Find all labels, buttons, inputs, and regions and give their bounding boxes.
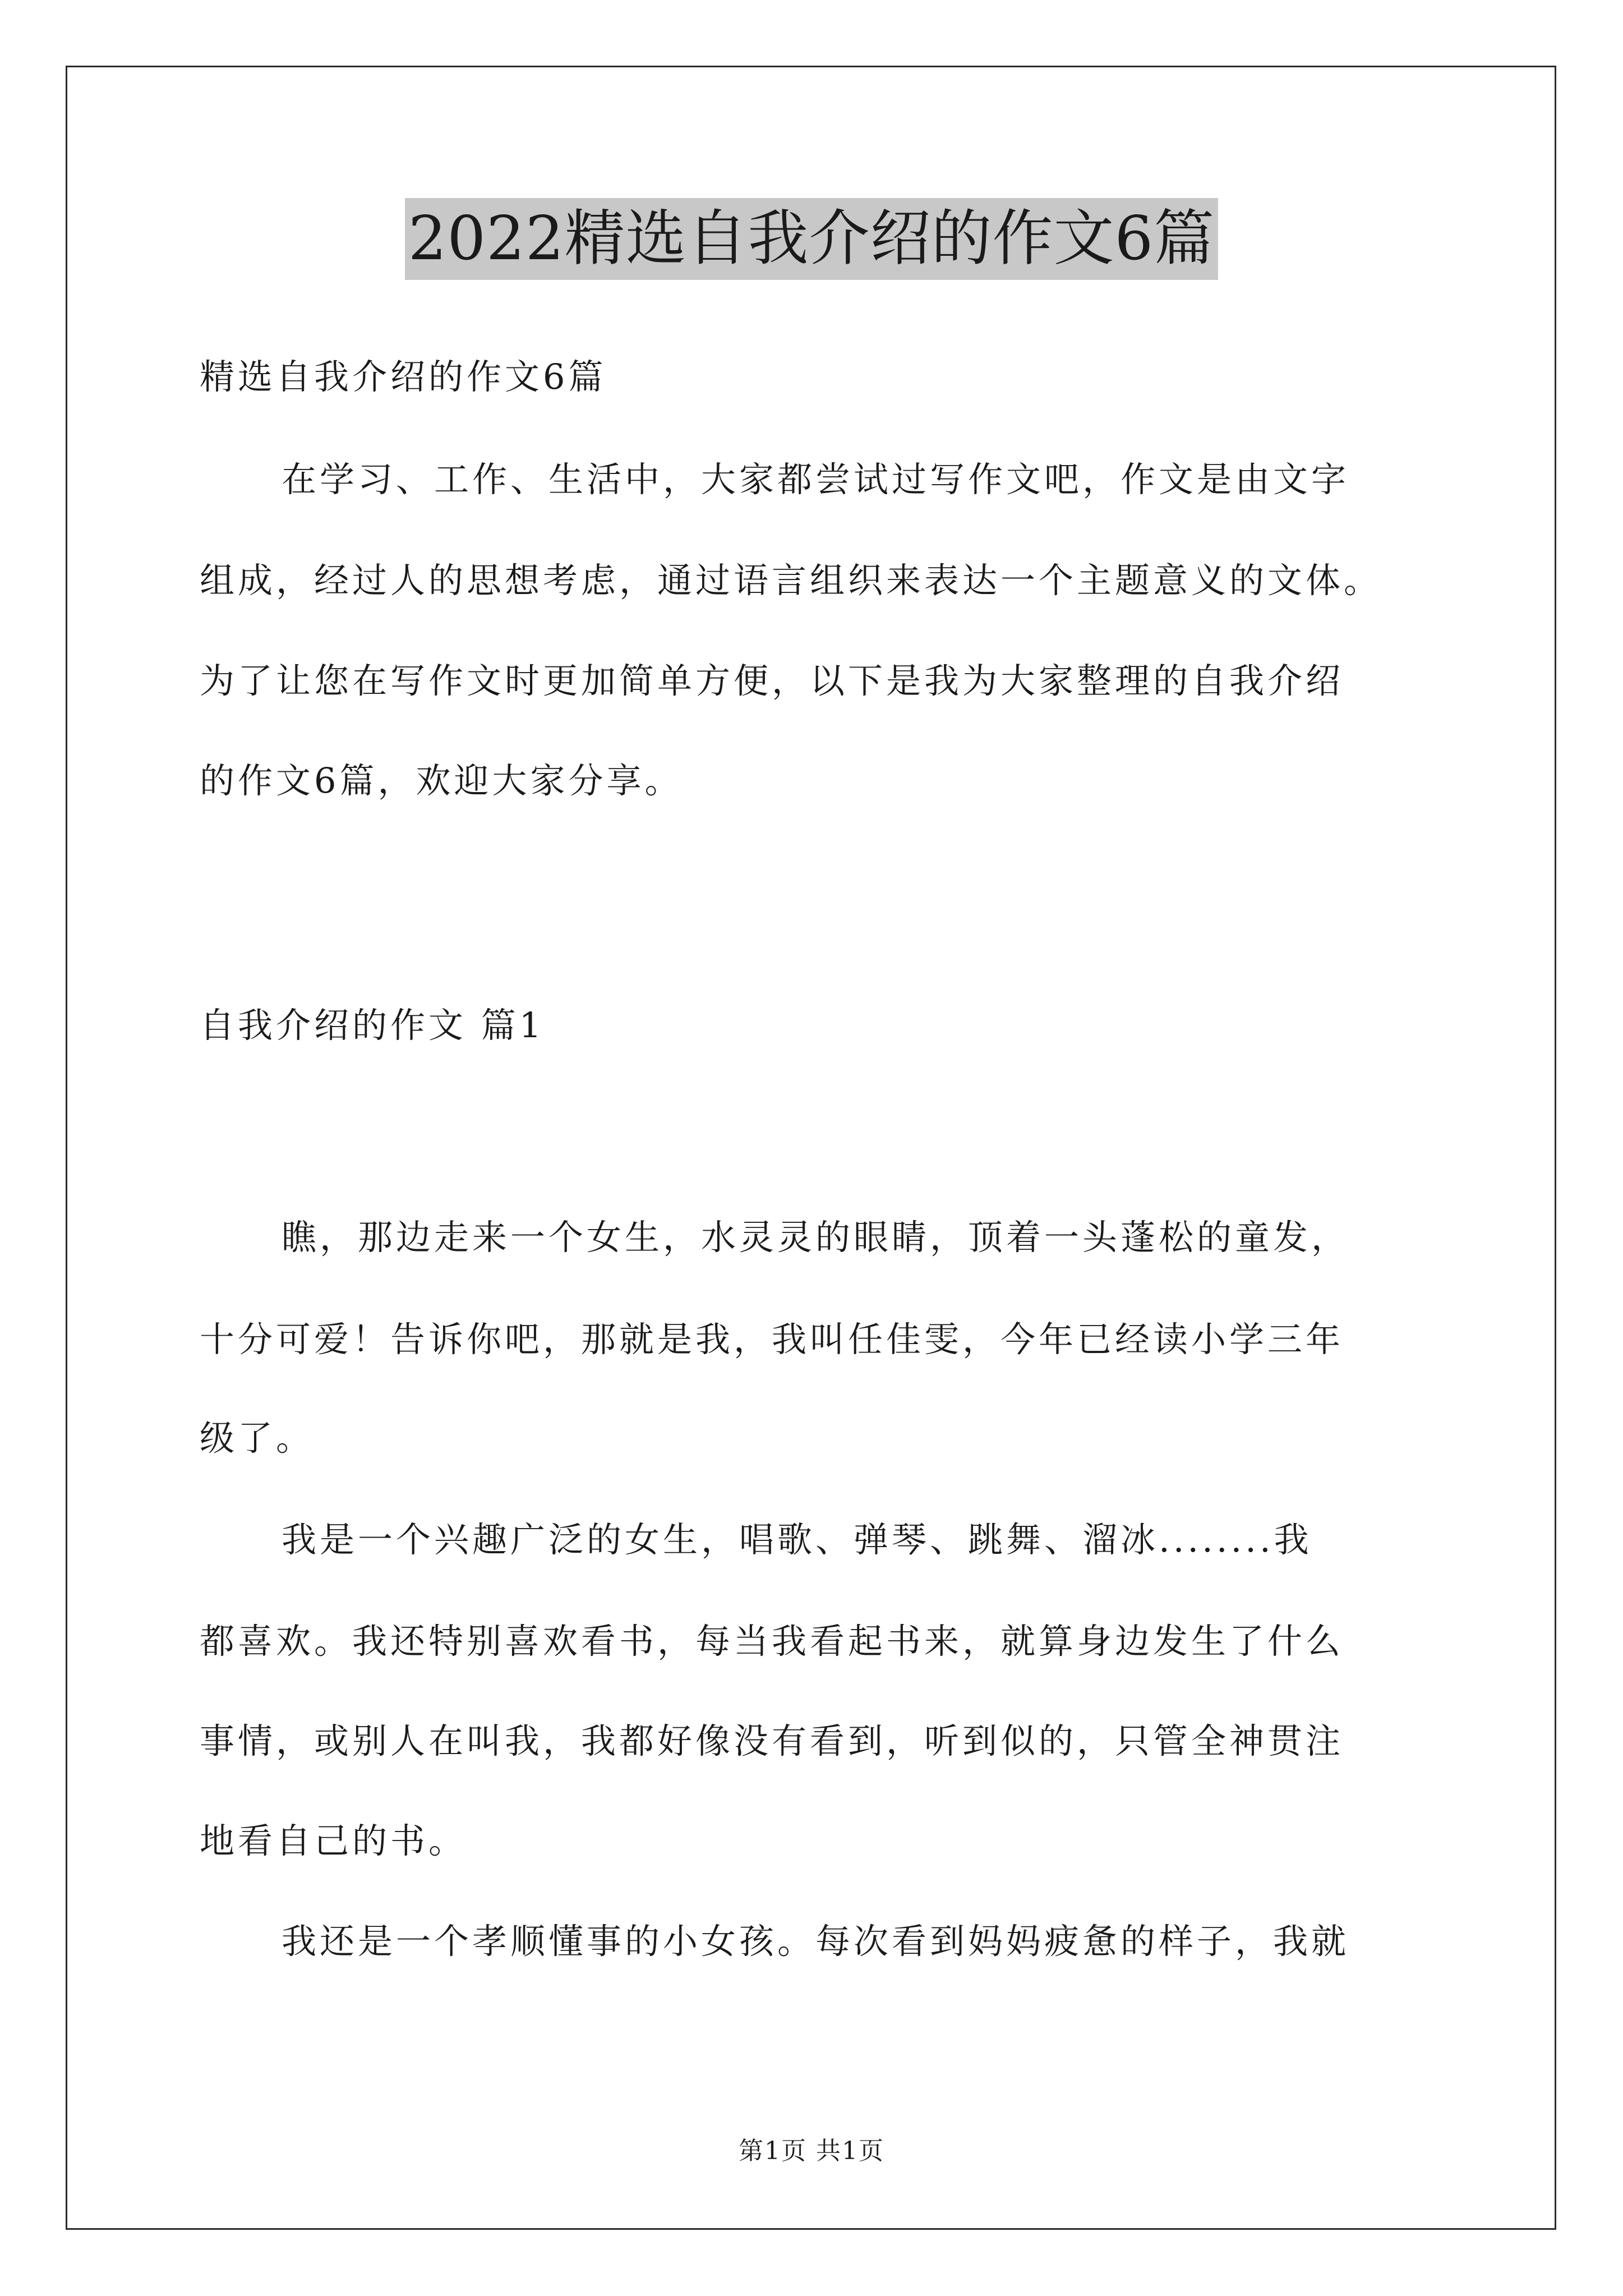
section-heading: 自我介绍的作文 篇1	[200, 1005, 545, 1046]
para2-line-1: 我是一个兴趣广泛的女生，唱歌、弹琴、跳舞、溜冰........我	[282, 1519, 1312, 1560]
subtitle: 精选自我介绍的作文6篇	[200, 356, 607, 397]
para2-line-4: 地看自己的书。	[200, 1820, 467, 1861]
intro-line-2: 组成，经过人的思想考虑，通过语言组织来表达一个主题意义的文体。	[200, 560, 1382, 601]
page-footer: 第1页 共1页	[739, 2137, 884, 2165]
intro-line-1: 在学习、工作、生活中，大家都尝试过写作文吧，作文是由文字	[282, 459, 1350, 500]
title-container	[0, 198, 1623, 280]
para3-line-1: 我还是一个孝顺懂事的小女孩。每次看到妈妈疲惫的样子，我就	[282, 1921, 1350, 1962]
document-title: 2022精选自我介绍的作文6篇	[405, 198, 1219, 280]
intro-line-4: 的作文6篇，欢迎大家分享。	[200, 760, 683, 801]
para1-line-1: 瞧，那边走来一个女生，水灵灵的眼睛，顶着一头蓬松的童发，	[282, 1217, 1350, 1258]
intro-line-3: 为了让您在写作文时更加简单方便，以下是我为大家整理的自我介绍	[200, 660, 1344, 701]
para2-line-3: 事情，或别人在叫我，我都好像没有看到，听到似的，只管全神贯注	[200, 1720, 1344, 1761]
para2-line-2: 都喜欢。我还特别喜欢看书，每当我看起书来，就算身边发生了什么	[200, 1621, 1344, 1662]
para1-line-3: 级了。	[200, 1418, 315, 1458]
para1-line-2: 十分可爱！告诉你吧，那就是我，我叫任佳雯，今年已经读小学三年	[200, 1319, 1344, 1360]
